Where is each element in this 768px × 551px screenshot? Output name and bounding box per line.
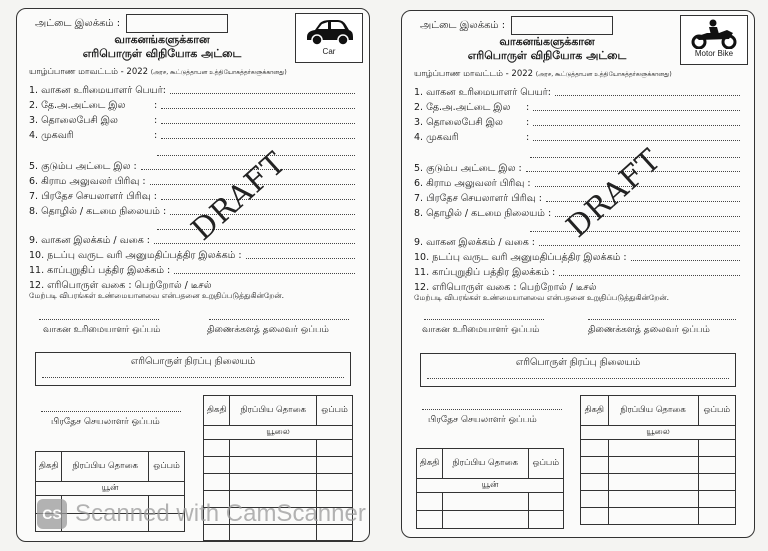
field-phone[interactable]: 3. தொலைபேசி இல : bbox=[414, 117, 740, 129]
vehicle-type-label: Motor Bike bbox=[694, 49, 734, 58]
motorbike-icon bbox=[689, 19, 739, 49]
district-line bbox=[414, 69, 672, 80]
field-label: 4. முகவரி bbox=[29, 130, 74, 141]
col-date: திகதி bbox=[581, 396, 609, 426]
district-line bbox=[29, 67, 287, 78]
table-cell[interactable] bbox=[528, 493, 563, 511]
month-label: யூலை bbox=[204, 426, 353, 440]
field-label: 10. நடப்பு வருட வரி அனுமதிப்பத்திர இலக்கம் : bbox=[414, 252, 627, 263]
col-amount: நிரப்பிய தொகை bbox=[230, 396, 317, 426]
card-title-line1: வாகனங்களுக்கான bbox=[114, 33, 210, 46]
table-cell[interactable] bbox=[204, 474, 230, 491]
owner-signature-line[interactable] bbox=[39, 319, 159, 320]
field-label: 2. தே.அ.அட்டை இல bbox=[414, 102, 511, 113]
field-label: 3. தொலைபேசி இல bbox=[414, 117, 503, 128]
field-label: 2. தே.அ.அட்டை இல bbox=[29, 100, 126, 111]
field-label: 8. தொழில் / கடமை நிலையம் : bbox=[29, 206, 167, 217]
field-insurance[interactable] bbox=[414, 267, 740, 279]
table-cell[interactable] bbox=[581, 491, 609, 508]
card-title-line2: எரிபொருள் விநியோக அட்டை bbox=[82, 47, 242, 60]
table-cell[interactable] bbox=[698, 474, 735, 491]
district-text: யாழ்ப்பாண மாவட்டம் - 2022 bbox=[29, 67, 149, 77]
fuel-station-label: எரிபொருள் நிரப்பு நிலையம் bbox=[515, 357, 641, 368]
table-cell[interactable] bbox=[230, 474, 317, 491]
table-cell[interactable] bbox=[698, 440, 735, 457]
table-cell[interactable] bbox=[443, 493, 528, 511]
card-title-line2: எரிபொருள் விநியோக அட்டை bbox=[467, 49, 627, 62]
fuel-station-box[interactable] bbox=[420, 353, 736, 387]
field-label: 12. எரிபொருள் வகை : பெற்றோல் / டீசல் bbox=[29, 280, 212, 291]
head-signature-line[interactable] bbox=[588, 319, 736, 320]
col-amount: நிரப்பிய தொகை bbox=[443, 449, 528, 479]
declaration-text: மேற்படி விபரங்கள் உண்மையானவை என்பதனை உறுதிப்படுத்துகின்றேன். bbox=[414, 293, 669, 302]
fuel-card-car bbox=[16, 8, 370, 542]
field-family-card[interactable] bbox=[414, 163, 740, 175]
field-owner-name[interactable] bbox=[414, 87, 740, 99]
table-cell[interactable] bbox=[528, 511, 563, 529]
secretary-signature-label: பிரதேச செயலாளர் ஒப்பம் bbox=[51, 417, 160, 427]
owner-signature-label: வாகன உரிமையாளர் ஒப்பம் bbox=[422, 325, 540, 335]
fuel-station-box[interactable] bbox=[35, 352, 351, 386]
district-text: யாழ்ப்பாண மாவட்டம் - 2022 bbox=[414, 69, 534, 79]
field-label: 7. பிரதேச செயலாளர் பிரிவு : bbox=[414, 193, 542, 204]
field-gn-division[interactable] bbox=[29, 176, 355, 188]
table-cell[interactable] bbox=[698, 491, 735, 508]
secretary-signature-line[interactable] bbox=[41, 411, 181, 412]
table-cell[interactable] bbox=[698, 508, 735, 525]
field-gn-division[interactable] bbox=[414, 178, 740, 190]
field-label: 3. தொலைபேசி இல bbox=[29, 115, 118, 126]
month-label: யூன் bbox=[417, 479, 564, 493]
field-phone[interactable]: 3. தொலைபேசி இல : bbox=[29, 115, 355, 127]
field-label: 8. தொழில் / கடமை நிலையம் : bbox=[414, 208, 552, 219]
field-address[interactable]: 4. முகவரி : bbox=[29, 130, 355, 142]
field-label: 12. எரிபொருள் வகை : பெற்றோல் / டீசல் bbox=[414, 282, 597, 293]
occupation-line-2[interactable] bbox=[157, 229, 355, 230]
card-number-box[interactable] bbox=[126, 14, 228, 33]
field-address[interactable]: 4. முகவரி : bbox=[414, 132, 740, 144]
field-label: 1. வாகன உரிமையாளர் பெயர்: bbox=[414, 87, 551, 98]
field-label: 1. வாகன உரிமையாளர் பெயர்: bbox=[29, 85, 166, 96]
col-signature: ஒப்பம் bbox=[528, 449, 563, 479]
col-signature: ஒப்பம் bbox=[698, 396, 735, 426]
field-revenue-license[interactable] bbox=[29, 250, 355, 262]
table-cell[interactable] bbox=[581, 508, 609, 525]
col-amount: நிரப்பிய தொகை bbox=[62, 452, 149, 482]
col-date: திகதி bbox=[204, 396, 230, 426]
table-cell[interactable] bbox=[317, 457, 353, 474]
camscanner-watermark bbox=[37, 499, 366, 529]
fuel-station-label: எரிபொருள் நிரப்பு நிலையம் bbox=[130, 356, 256, 367]
table-cell[interactable] bbox=[230, 457, 317, 474]
col-signature: ஒப்பம் bbox=[317, 396, 353, 426]
occupation-line-2[interactable] bbox=[530, 231, 740, 232]
field-label: 10. நடப்பு வருட வரி அனுமதிப்பத்திர இலக்கம் : bbox=[29, 250, 242, 261]
field-label: 7. பிரதேச செயலாளர் பிரிவு : bbox=[29, 191, 157, 202]
field-label: 5. குடும்ப அட்டை இல : bbox=[29, 161, 137, 172]
car-icon bbox=[303, 17, 355, 47]
field-label: 6. கிராம அலுவலர் பிரிவு : bbox=[414, 178, 531, 189]
secretary-signature-line[interactable] bbox=[422, 409, 562, 410]
card-number-label: அட்டை இலக்கம் : bbox=[420, 19, 506, 31]
field-label: 4. முகவரி bbox=[414, 132, 459, 143]
field-label: 11. காப்புறுதிப் பத்திர இலக்கம் : bbox=[29, 265, 171, 276]
camscanner-text: Scanned with CamScanner bbox=[75, 500, 366, 527]
table-cell[interactable] bbox=[581, 440, 609, 457]
card-number-label: அட்டை இலக்கம் : bbox=[35, 17, 121, 29]
field-label: 5. குடும்ப அட்டை இல : bbox=[414, 163, 522, 174]
table-cell[interactable] bbox=[204, 440, 230, 457]
district-note: (அரச, கூட்டுத்தாபன உத்தியோகத்தர்களுக்கானது) bbox=[535, 71, 672, 78]
card-number-row bbox=[35, 14, 228, 33]
district-note: (அரச, கூட்டுத்தாபன உத்தியோகத்தர்களுக்கானது) bbox=[150, 69, 287, 76]
table-cell[interactable] bbox=[608, 508, 698, 525]
fuel-table-june bbox=[416, 448, 564, 529]
fuel-station-line bbox=[42, 377, 344, 378]
col-date: திகதி bbox=[417, 449, 443, 479]
table-cell[interactable] bbox=[581, 474, 609, 491]
declaration-text: மேற்படி விபரங்கள் உண்மையானவை என்பதனை உறுதிப்படுத்துகின்றேன். bbox=[29, 291, 284, 300]
field-nic[interactable]: 2. தே.அ.அட்டை இல : bbox=[29, 100, 355, 112]
table-cell[interactable] bbox=[230, 440, 317, 457]
field-family-card[interactable] bbox=[29, 161, 355, 173]
col-date: திகதி bbox=[36, 452, 62, 482]
card-number-box[interactable] bbox=[511, 16, 613, 35]
table-cell[interactable] bbox=[417, 511, 443, 529]
head-signature-label: திணைக்களத் தலைவர் ஒப்பம் bbox=[588, 325, 710, 335]
table-cell[interactable] bbox=[417, 493, 443, 511]
card-title-line1: வாகனங்களுக்கான bbox=[499, 35, 595, 48]
field-vehicle-number[interactable] bbox=[29, 235, 355, 247]
secretary-signature-label: பிரதேச செயலாளர் ஒப்பம் bbox=[428, 415, 537, 425]
field-label: 9. வாகன இலக்கம் / வகை : bbox=[29, 235, 150, 246]
field-label: 6. கிராம அலுவலர் பிரிவு : bbox=[29, 176, 146, 187]
table-cell[interactable] bbox=[608, 457, 698, 474]
field-label: 11. காப்புறுதிப் பத்திர இலக்கம் : bbox=[414, 267, 556, 278]
fuel-table-july bbox=[580, 395, 736, 525]
table-cell[interactable] bbox=[317, 474, 353, 491]
field-ds-division[interactable] bbox=[29, 191, 355, 203]
table-cell[interactable] bbox=[608, 440, 698, 457]
fuel-card-motorbike bbox=[401, 10, 755, 538]
month-label: யூன் bbox=[36, 482, 185, 496]
owner-signature-line[interactable] bbox=[424, 319, 544, 320]
table-cell[interactable] bbox=[608, 474, 698, 491]
field-nic[interactable]: 2. தே.அ.அட்டை இல : bbox=[414, 102, 740, 114]
draft-watermark: DRAFT bbox=[559, 142, 669, 245]
card-number-row bbox=[420, 16, 613, 35]
fuel-station-line bbox=[427, 378, 729, 379]
table-cell[interactable] bbox=[443, 511, 528, 529]
table-cell[interactable] bbox=[608, 491, 698, 508]
field-label: 9. வாகன இலக்கம் / வகை : bbox=[414, 237, 535, 248]
owner-signature-label: வாகன உரிமையாளர் ஒப்பம் bbox=[43, 325, 161, 335]
field-owner-name[interactable] bbox=[29, 85, 355, 97]
table-cell[interactable] bbox=[204, 457, 230, 474]
head-signature-label: திணைக்களத் தலைவர் ஒப்பம் bbox=[207, 325, 329, 335]
month-label: யூலை bbox=[581, 426, 736, 440]
field-revenue-license[interactable] bbox=[414, 252, 740, 264]
camscanner-logo-icon: CS bbox=[37, 499, 67, 529]
field-insurance[interactable] bbox=[29, 265, 355, 277]
table-cell[interactable] bbox=[317, 440, 353, 457]
head-signature-line[interactable] bbox=[209, 319, 349, 320]
draft-watermark: DRAFT bbox=[184, 145, 294, 248]
col-amount: நிரப்பிய தொகை bbox=[608, 396, 698, 426]
table-cell[interactable] bbox=[698, 457, 735, 474]
table-cell[interactable] bbox=[581, 457, 609, 474]
field-vehicle-number[interactable] bbox=[414, 237, 740, 249]
vehicle-type-label: Car bbox=[322, 47, 336, 56]
col-signature: ஒப்பம் bbox=[149, 452, 185, 482]
